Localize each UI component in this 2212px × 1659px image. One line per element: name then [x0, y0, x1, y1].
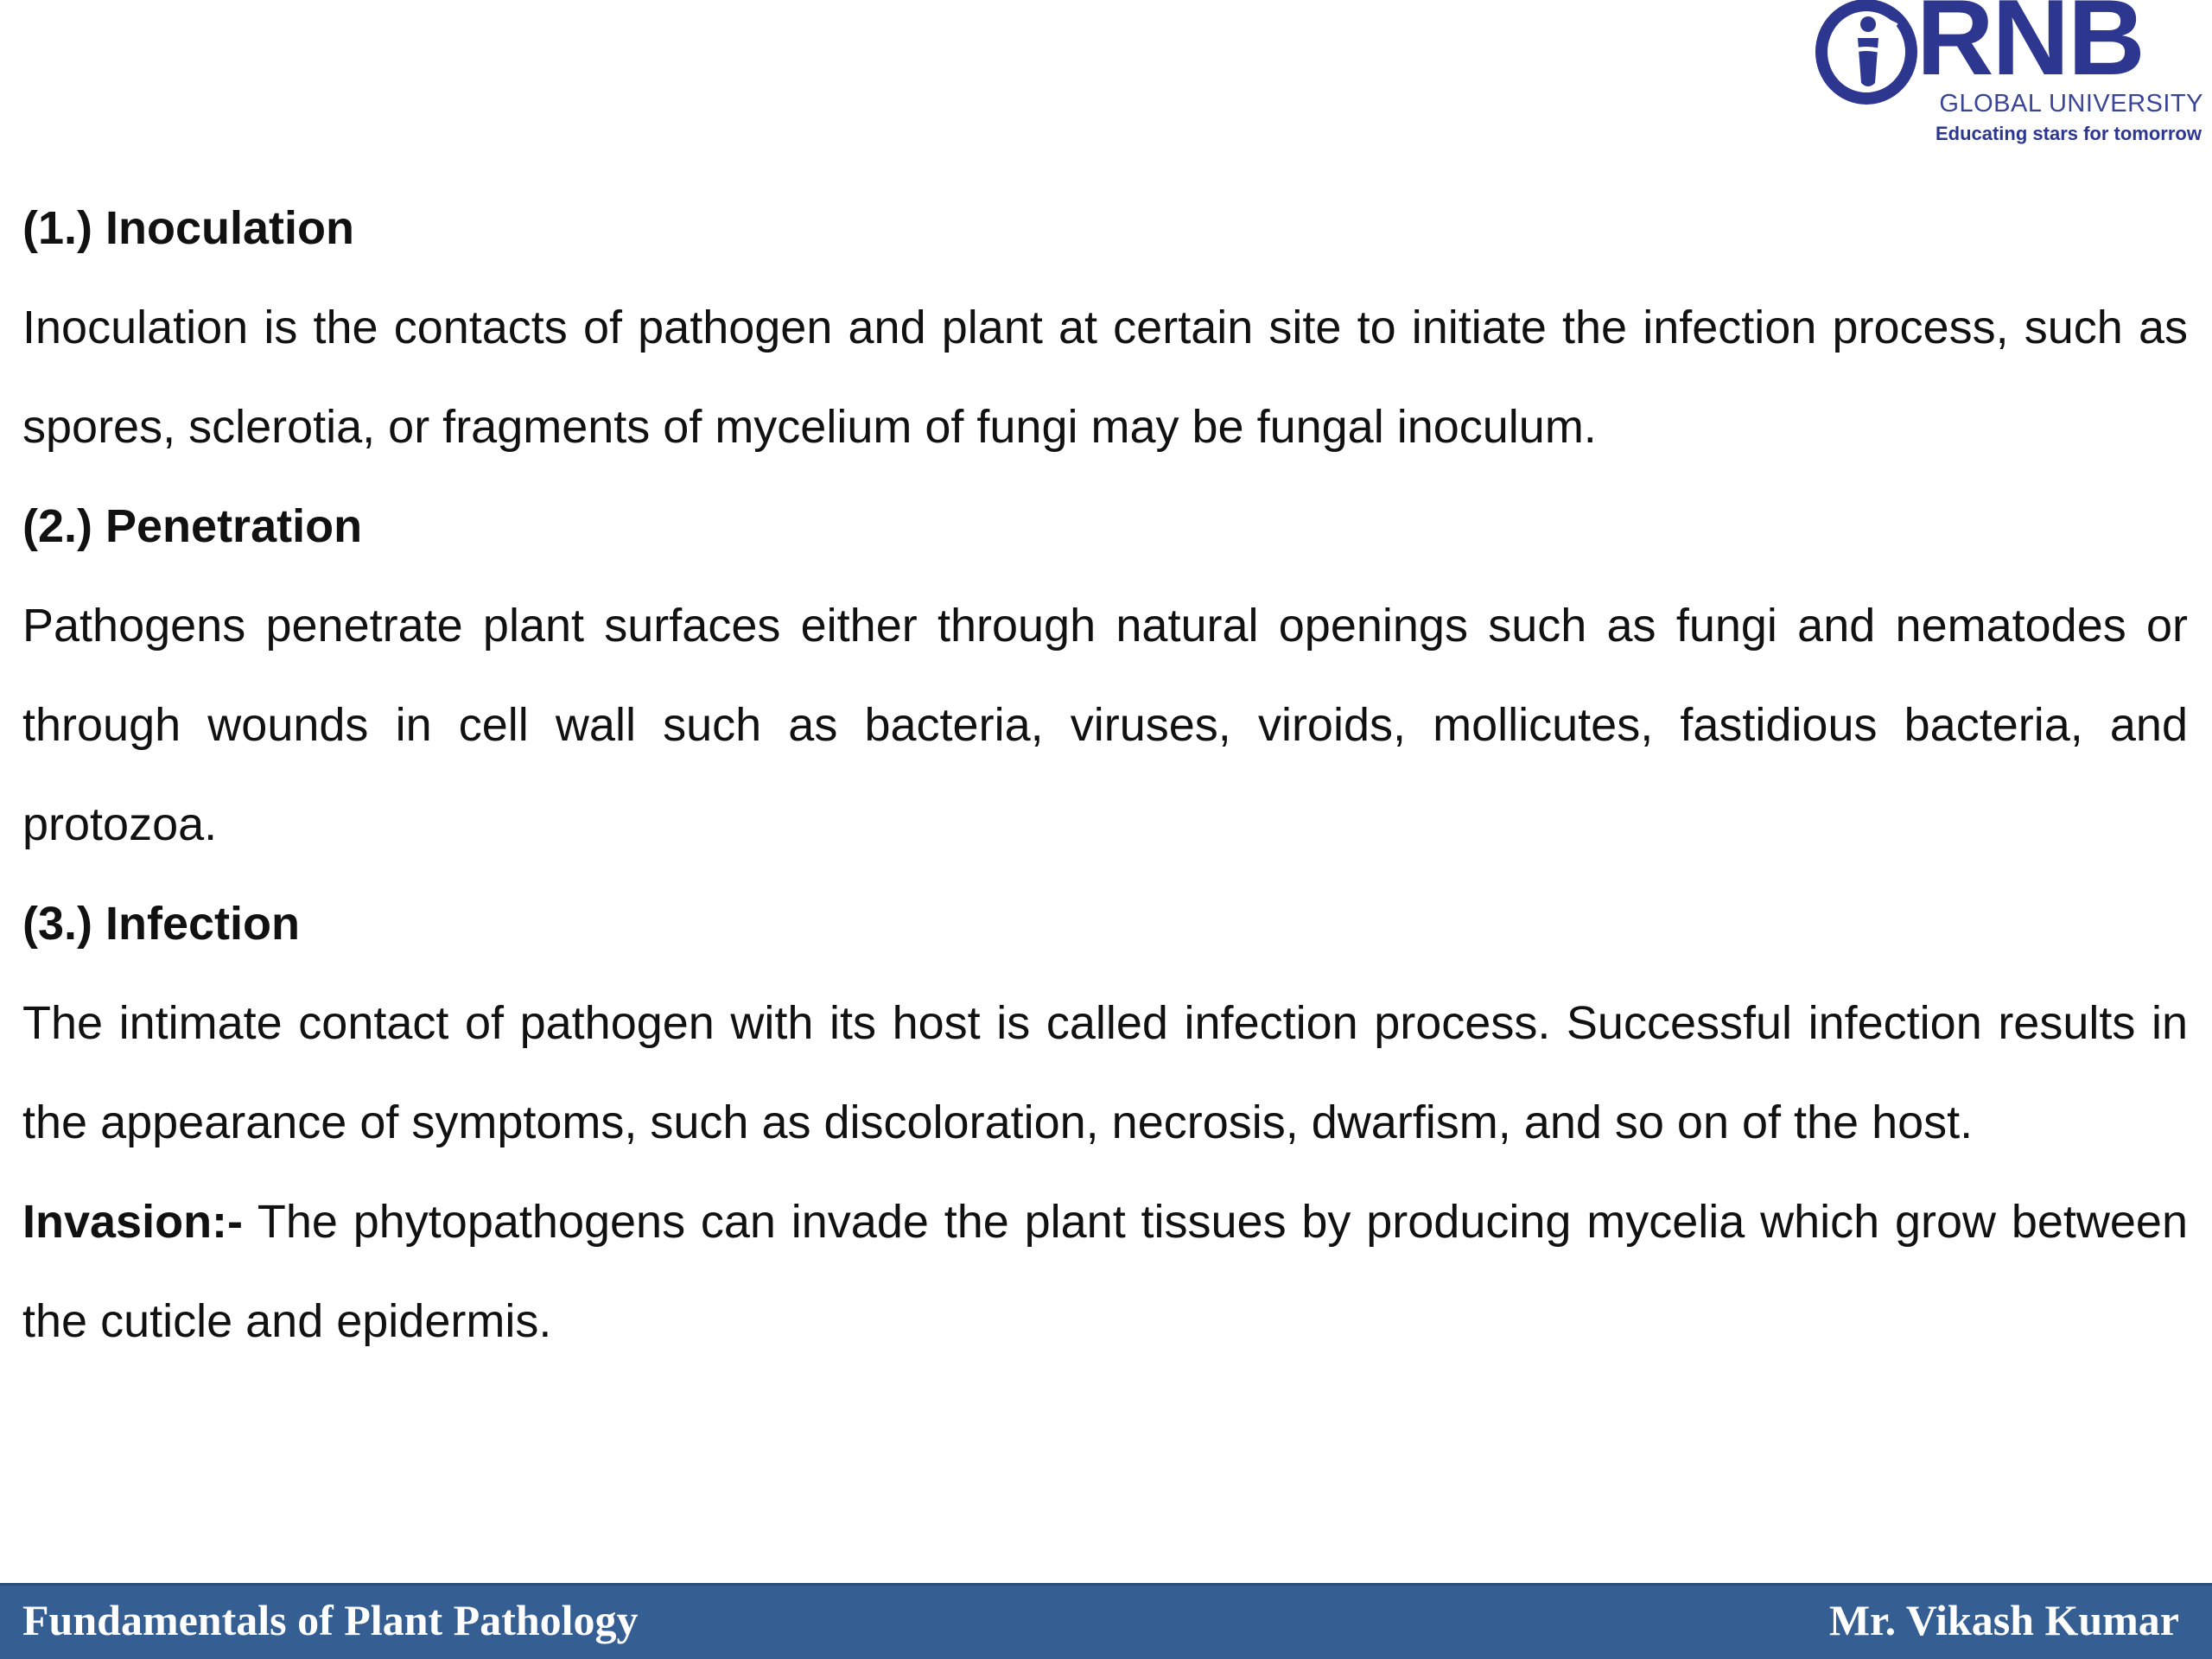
logo-tagline: Educating stars for tomorrow	[1935, 123, 2202, 144]
invasion-body: The phytopathogens can invade the plant tissues by producing mycelia which grow between the cuticle and epidermis.	[22, 1196, 2188, 1347]
footer-bar	[0, 1583, 2212, 1659]
invasion-paragraph	[22, 1173, 2188, 1371]
university-logo	[1815, 0, 2212, 151]
globe-person-icon	[1815, 0, 1927, 112]
section-body-inoculation: Inoculation is the contacts of pathogen and plant at certain site to initiate the infection process, such as spores, sclerotia, or fragments of mycelium of fungi may be fungal inoculum.	[22, 302, 2188, 453]
author-name: Mr. Vikash Kumar	[1828, 1596, 2179, 1644]
invasion-label: Invasion:-	[22, 1196, 244, 1248]
section-body-penetration: Pathogens penetrate plant surfaces either through natural openings such as fungi and nematodes or through wounds in cell wall such as bacteria, viruses, viroids, mollicutes, fastidious bacteria, and protozoa.	[22, 600, 2188, 850]
course-title: Fundamentals of Plant Pathology	[22, 1596, 639, 1644]
section-heading-inoculation: (1.) Inoculation	[22, 202, 354, 254]
logo-subtitle: GLOBAL UNIVERSITY	[1939, 90, 2203, 118]
slide-content	[22, 179, 2188, 1371]
section-heading-infection: (3.) Infection	[22, 898, 300, 950]
logo-wordmark: RNB	[1916, 0, 2144, 98]
section-body-infection: The intimate contact of pathogen with its host is called infection process. Successful infection results in the appearance of symptoms, such as discoloration, necrosis, dwarfism, and so on of the host.	[22, 997, 2188, 1148]
section-heading-penetration: (2.) Penetration	[22, 500, 363, 552]
